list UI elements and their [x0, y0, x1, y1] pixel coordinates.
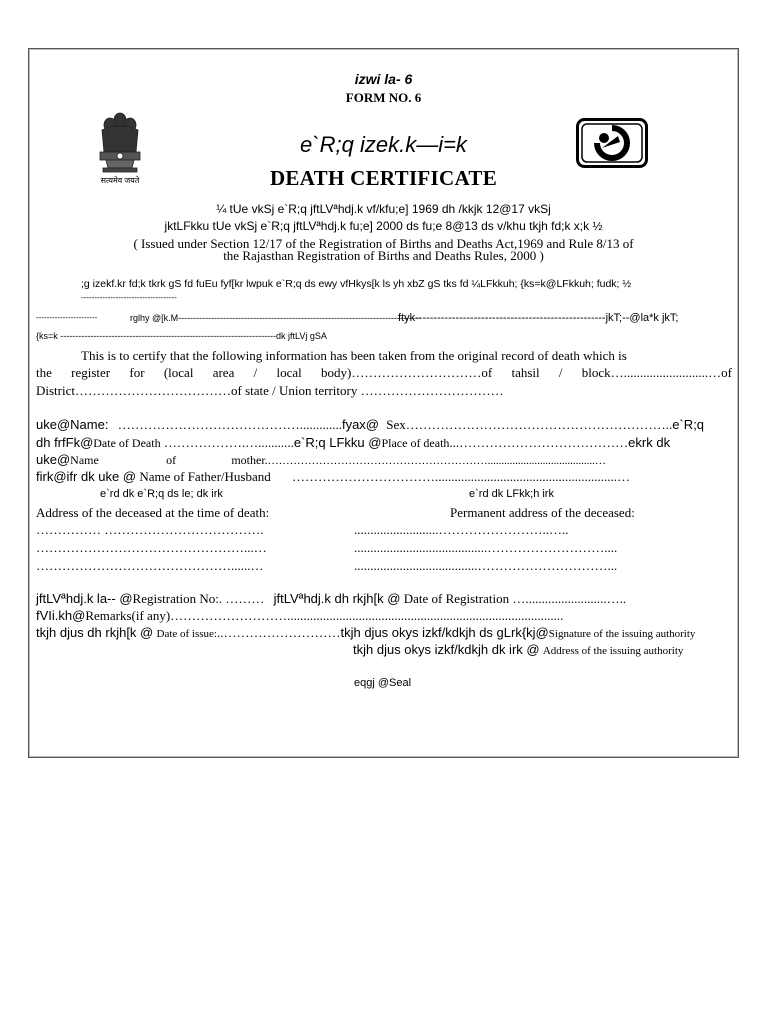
issue-date-hindi-label: tkjh djus dh rkjh[k @ — [36, 625, 154, 640]
act-english-line-2: the Rajasthan Registration of Births and Deaths Rules, 2000 ) — [223, 248, 544, 263]
address-death-line-1: …………… ………………………………. — [36, 522, 264, 537]
father-label: Name of Father/Husband — [139, 469, 271, 484]
place-dots: ...………………………………… — [449, 435, 629, 450]
date-dots: ……………….…........... — [163, 435, 294, 450]
issue-date-label: Date of issue: — [156, 628, 217, 640]
act-english-line-1: ( Issued under Section 12/17 of the Registration of Births and Deaths Act,1969 and Rule 8/13 of — [133, 236, 634, 251]
date-row — [36, 435, 670, 451]
certify-para-line-1: This is to certify that the following information has been taken from the original record of death which is — [81, 348, 627, 363]
reg-date-label: Date of Registration — [403, 591, 510, 606]
sex-label: Sex — [386, 417, 406, 432]
remarks-label: Remarks(if any) — [85, 608, 171, 623]
address-death-hindi-label — [100, 488, 223, 500]
act-hindi-line-2: jktLFkku tUe vkSj e`R;q jftLVªhdj.k fu;e] 2000 ds fu;e 8@13 ds v/khu tkjh fd;k x;k ½ — [164, 219, 603, 233]
intro-hindi-line-2: ------------------------------------ — [81, 293, 177, 302]
reg-no-label: Registration No:. — [132, 591, 223, 606]
remarks-hindi-label: fVIi.kh@ — [36, 608, 86, 623]
name-label-hindi: uke@Name: — [36, 417, 109, 432]
mother-label-2: of — [166, 453, 177, 467]
page-title: DEATH CERTIFICATE — [269, 166, 498, 190]
mother-label-3: mother. — [231, 453, 268, 467]
intro-hindi-line-1: ;g izekf.kr fd;k tkrk gS fd fuEu fyf[kr lwpuk e`R;q ds ewy vfHkys[k ls yh xbZ gS tks fd ¼LFkkuh; {ks=k@LFkkuh; fudk; ½ — [81, 278, 632, 290]
issuing-address-hindi-label: tkjh djus okys izkf/kdkjh dk irk @ — [353, 642, 540, 657]
sex-dots: …………………………………………………….. — [405, 417, 673, 432]
intro-row3-b: rglhy @[k.M--------------------------------------------------------------------------------- — [130, 313, 421, 323]
father-dots: ……………………………........................................................… — [292, 469, 630, 484]
mother-label-hindi: uke@ — [36, 452, 71, 467]
seal-row — [354, 677, 411, 689]
address-permanent-hindi-b: LFkk;h irk — [506, 488, 554, 500]
father-label-hindi: firk@ifr dk uke @ — [36, 469, 137, 484]
reg-no-dots: ……… — [225, 591, 265, 606]
remarks-row — [36, 608, 563, 624]
address-permanent-label: Permanent address of the deceased: — [450, 505, 635, 520]
address-death-label: Address of the deceased at the time of death: — [36, 505, 270, 520]
place-label-hindi: e`R;q LFkku @ — [293, 435, 382, 450]
address-permanent-hindi-a: e`rd dk — [469, 488, 507, 500]
date-of-death-label: Date of Death — [93, 436, 161, 450]
issue-row — [36, 625, 695, 641]
issuing-address-row — [353, 642, 683, 658]
form-number-hindi: izwi la- 6 — [354, 71, 413, 87]
name-dots: ……………………………………............. — [117, 417, 342, 432]
certify-para-line-2: the register for (local area / local body)…………………………of tahsil / block…..........................…of — [36, 365, 732, 380]
certify-para-line-3: District………………………………of state / Union territory …………………………… — [36, 383, 504, 398]
date-row-trailing-hindi: ekrk dk — [628, 435, 671, 450]
address-death-line-2: …………………………………………...… — [36, 540, 267, 555]
signature-label: Signature of the issuing authority — [548, 628, 696, 640]
mother-dots: …………………………………………………….......................................… — [267, 455, 606, 467]
intro-row3-a: ----------------------- — [36, 313, 98, 322]
name-row-trailing-hindi: e`R;q — [672, 417, 705, 432]
seal-label: eqgj @Seal — [354, 677, 412, 689]
intro-row3-c: ftyk----------------------------------------------------jkT;--@la*k jkT; — [398, 312, 679, 324]
address-permanent-line-3: ......................................…………………………... — [354, 558, 618, 573]
place-of-death-label: Place of death — [381, 436, 450, 450]
address-permanent-line-1: ..........................……………………..….. — [354, 522, 569, 537]
date-label-hindi: dh frfFk@ — [36, 435, 94, 450]
sex-label-hindi: fyax@ — [341, 417, 379, 432]
issue-date-dots: ..……………………… — [216, 625, 341, 640]
signature-hindi-label: tkjh djus okys izkf/kdkjh ds gLrk{kj@ — [340, 625, 549, 640]
issuing-address-label: Address of the issuing authority — [542, 645, 684, 657]
address-death-hindi-a: e`rd dk — [100, 488, 138, 500]
name-row — [36, 417, 704, 433]
reg-date-hindi-label: jftLVªhdj.k dh rkjh[k @ — [273, 591, 401, 606]
act-hindi-line-1: ¼ tUe vkSj e`R;q jftLVªhdj.k vf/kfu;e] 1969 dh /kkjk 12@17 vkSj — [216, 202, 551, 216]
address-permanent-line-2: .........................................……………………….... — [354, 540, 618, 555]
title-hindi: e`R;q izek.k—i=k — [300, 132, 467, 157]
address-permanent-hindi-label — [469, 488, 554, 500]
mother-row — [36, 452, 606, 468]
intro-row4: {ks=k ------------------------------------------------------------------------dk jftLVj gSA — [36, 331, 327, 341]
reg-no-hindi-label: jftLVªhdj.k la-- @ — [36, 591, 133, 606]
registration-row — [36, 591, 626, 607]
address-death-hindi-b: e`R;q ds le; dk irk — [137, 488, 223, 500]
reg-date-dots: ….........................….. — [512, 591, 627, 606]
address-death-line-3: ………………………………………......… — [36, 558, 264, 573]
emblem-motto: सत्यमेव जयते — [100, 176, 140, 185]
form-number: FORM NO. 6 — [345, 90, 422, 105]
father-row — [36, 469, 630, 485]
mother-label-1: Name — [70, 453, 99, 467]
remarks-dots: ………………………..................................................................................... — [170, 608, 564, 623]
